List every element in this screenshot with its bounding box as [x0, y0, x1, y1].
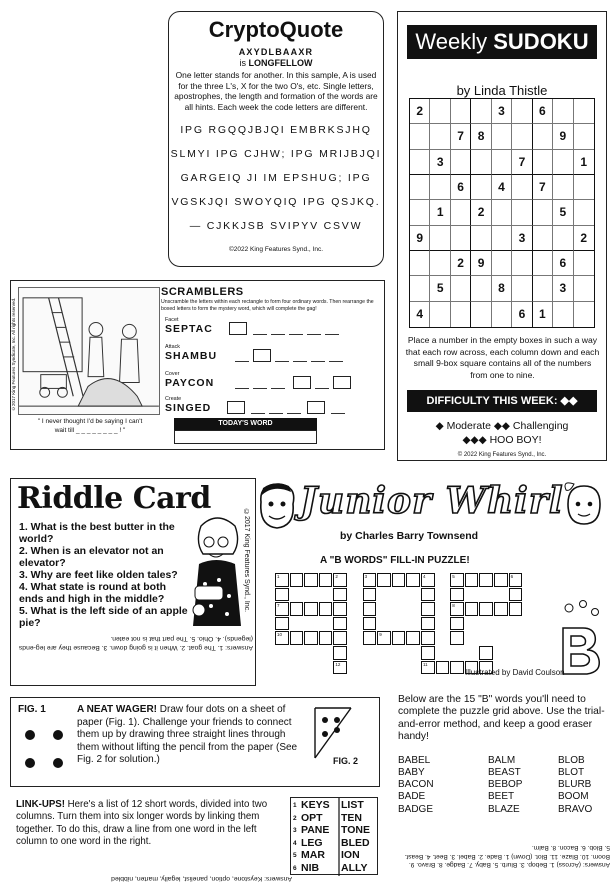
sudoku-cell[interactable] [430, 124, 450, 149]
sudoku-cell: 2 [471, 200, 491, 225]
sudoku-cell[interactable] [512, 276, 532, 301]
sudoku-cell[interactable] [451, 99, 471, 124]
sudoku-cell: 3 [512, 226, 532, 251]
b-word: BLURB [558, 779, 592, 791]
sudoku-cell: 1 [574, 150, 594, 175]
link-ups-number: 5 [293, 852, 297, 860]
crossword-cell[interactable] [304, 631, 318, 645]
wager-fig1-label: FIG. 1 [18, 704, 46, 715]
junior-whirl-byline: by Charles Barry Townsend [340, 530, 479, 542]
crossword-cell[interactable] [450, 602, 464, 616]
crossword-clue-number: 9 [379, 632, 382, 638]
sudoku-cell[interactable] [574, 175, 594, 200]
sudoku-grid [409, 98, 595, 328]
sudoku-cell: 6 [451, 175, 471, 200]
sudoku-cell[interactable] [451, 302, 471, 327]
junior-whirl-illustrator: Illustrated by David Coulson [465, 668, 565, 677]
sudoku-title: Weekly SUDOKU [407, 25, 597, 59]
answer-box[interactable] [333, 376, 351, 389]
link-ups-left-word[interactable]: KEYS [301, 799, 330, 811]
sudoku-cell: 2 [451, 251, 471, 276]
sudoku-cell[interactable] [553, 150, 573, 175]
sudoku-cell: 2 [410, 99, 430, 124]
sudoku-cell[interactable] [574, 99, 594, 124]
crossword-cell[interactable] [450, 617, 464, 631]
crossword-clue-number: 1 [277, 574, 280, 579]
link-ups-number: 1 [293, 802, 297, 809]
sudoku-cell[interactable] [512, 99, 532, 124]
sudoku-cell[interactable] [430, 251, 450, 276]
crossword-cell[interactable] [450, 661, 464, 675]
sudoku-copyright: © 2022 King Features Synd., Inc. [457, 452, 547, 458]
cryptoquote-line: GARGEIQ JI IM EPSHUG; IPG [180, 172, 372, 184]
sudoku-cell[interactable] [410, 251, 430, 276]
crossword-cell[interactable] [421, 646, 435, 660]
sudoku-cell: 1 [533, 302, 553, 327]
b-words-list-panel [398, 694, 608, 816]
sudoku-level-line: ◆ Moderate ◆◆ Challenging [435, 420, 569, 432]
link-ups-right-word[interactable]: BLED [341, 836, 370, 849]
crossword-clue-number: 3 [364, 574, 368, 579]
sudoku-cell[interactable] [553, 175, 573, 200]
crossword-cell[interactable] [421, 631, 435, 645]
crossword-cell[interactable] [406, 631, 420, 645]
crossword-cell[interactable] [275, 602, 289, 616]
b-word: BADGE [398, 803, 434, 815]
link-ups-answers: Answers: Keystone, option, panelist, legally, marten, nibbled [111, 875, 292, 882]
crossword-cell[interactable] [421, 661, 435, 675]
link-ups-left-word[interactable]: NIB [301, 862, 320, 874]
sudoku-cell: 4 [410, 302, 430, 327]
crossword-cell[interactable] [290, 602, 304, 616]
sudoku-cell: 9 [471, 251, 491, 276]
crossword-cell[interactable] [275, 588, 289, 602]
sudoku-cell: 8 [492, 276, 512, 301]
link-ups-right-word[interactable]: TEN [341, 811, 362, 824]
riddle-question: 1. What is the best butter in the world? [19, 521, 175, 545]
sudoku-cell[interactable] [471, 150, 491, 175]
sudoku-cell[interactable] [492, 200, 512, 225]
crossword-cell[interactable] [436, 661, 450, 675]
riddle-questions [19, 521, 189, 629]
crossword-cell[interactable] [333, 602, 347, 616]
sudoku-cell[interactable] [533, 124, 553, 149]
wager-dot [25, 758, 35, 768]
cryptoquote-example-plain: is LONGFELLOW [239, 58, 313, 68]
crossword-cell[interactable] [290, 631, 304, 645]
sudoku-cell[interactable] [533, 226, 553, 251]
crossword-cell[interactable] [290, 573, 304, 587]
crossword-cell[interactable] [333, 588, 347, 602]
crossword-cell[interactable] [333, 646, 347, 660]
sudoku-cell[interactable] [471, 276, 491, 301]
sudoku-cell[interactable] [533, 200, 553, 225]
crossword-cell[interactable] [377, 631, 391, 645]
cryptoquote-line: IPG RGQQJBJQI EMBRKSJHQ [180, 124, 372, 136]
sudoku-level-line: ◆◆◆ HOO BOY! [462, 434, 542, 446]
riddle-card-title: Riddle Card [17, 481, 211, 516]
scramblers-caption: " I never thought I'd be saying I can't wait till _ _ _ _ _ _ _ _ ! " [37, 418, 143, 434]
sudoku-levels [398, 419, 606, 447]
crossword-cell[interactable] [450, 631, 464, 645]
crossword-clue-number: 5 [452, 574, 455, 579]
crossword-cell[interactable] [494, 573, 508, 587]
sudoku-cell: 1 [430, 200, 450, 225]
sudoku-cell: 4 [492, 175, 512, 200]
link-ups-left-word[interactable]: OPT [301, 811, 323, 824]
crossword-cell[interactable] [319, 602, 333, 616]
todays-word-box[interactable] [174, 430, 317, 444]
crossword-cell[interactable] [304, 602, 318, 616]
sudoku-cell[interactable] [574, 124, 594, 149]
link-ups-word-columns [290, 797, 378, 875]
wager-dot [53, 730, 63, 740]
sudoku-cell[interactable] [574, 302, 594, 327]
crossword-cell[interactable] [421, 588, 435, 602]
sudoku-cell[interactable] [410, 124, 430, 149]
answer-box[interactable] [227, 401, 245, 414]
crossword-cell[interactable] [275, 631, 289, 645]
sudoku-cell[interactable] [512, 251, 532, 276]
sudoku-cell[interactable] [471, 226, 491, 251]
cryptoquote-line: SLMYI IPG CJHW; IPG MRIJBJQI [170, 148, 382, 160]
b-word: BADE [398, 791, 426, 803]
cryptoquote-panel [168, 11, 384, 267]
sudoku-cell[interactable] [410, 175, 430, 200]
crossword-cell[interactable] [479, 602, 493, 616]
crossword-clue-number: 6 [510, 574, 514, 579]
sudoku-cell[interactable] [574, 200, 594, 225]
sudoku-cell[interactable] [574, 251, 594, 276]
sudoku-cell[interactable] [471, 99, 491, 124]
sudoku-cell[interactable] [492, 226, 512, 251]
crossword-cell[interactable] [450, 588, 464, 602]
link-ups-left-word[interactable]: MAR [301, 849, 325, 862]
crossword-cell[interactable] [333, 631, 347, 645]
answer-box[interactable] [229, 322, 247, 335]
crossword-cell[interactable] [363, 631, 377, 645]
junior-whirl-title: Junior Whirl [300, 480, 564, 522]
cryptoquote-explanation: One letter stands for another. In this sample, A is used for the three L's, X for the two O's, etc. Single letters, apostrophes, the length and formation of the words are all hints. Each week the code letters are different. [174, 70, 378, 112]
sudoku-cell: 9 [553, 124, 573, 149]
riddle-card-panel [10, 478, 256, 686]
link-ups-right-word[interactable]: ALLY [341, 862, 368, 874]
crossword-cell[interactable] [275, 573, 289, 587]
sudoku-cell[interactable] [430, 99, 450, 124]
b-word: BACON [398, 779, 434, 791]
crossword-cell[interactable] [363, 602, 377, 616]
crossword-cell[interactable] [363, 588, 377, 602]
sudoku-cell: 3 [553, 276, 573, 301]
crossword-cell[interactable] [450, 573, 464, 587]
crossword-clue-number: 12 [335, 661, 341, 667]
crossword-cell[interactable] [465, 602, 479, 616]
sudoku-cell[interactable] [430, 226, 450, 251]
cryptoquote-author: — CJKKJSB SVIPYV CSVW [189, 220, 363, 232]
sudoku-cell[interactable] [553, 226, 573, 251]
b-word: BALM [488, 755, 516, 767]
crossword-cell[interactable] [509, 602, 523, 616]
sudoku-instructions: Place a number in the empty boxes in such a way that each row across, each column down and each small 9-box square contains all of the numbers from one to nine. [405, 335, 600, 380]
sudoku-cell: 9 [410, 226, 430, 251]
sudoku-cell[interactable] [471, 175, 491, 200]
b-word: BABY [398, 767, 425, 779]
link-ups-number: 3 [293, 827, 297, 835]
crossword-clue-number: 7 [277, 603, 280, 609]
riddle-question: 2. When is an elevator not an elevator? [19, 545, 164, 569]
sudoku-cell[interactable] [471, 302, 491, 327]
cryptoquote-line: VGSKJQI SWOYQIQ IPG QSJKQ. [171, 196, 381, 208]
crossword-cell[interactable] [479, 573, 493, 587]
cryptoquote-copyright: ©2022 King Features Synd., Inc. [228, 246, 324, 253]
riddle-side-credit: ©2017 King Features Synd., Inc. [243, 509, 250, 613]
sudoku-cell: 7 [533, 175, 553, 200]
crossword-cell[interactable] [406, 573, 420, 587]
sudoku-cell[interactable] [430, 175, 450, 200]
sudoku-cell[interactable] [533, 276, 553, 301]
crossword-cell[interactable] [421, 573, 435, 587]
sudoku-cell[interactable] [574, 276, 594, 301]
sudoku-cell[interactable] [492, 124, 512, 149]
sudoku-cell[interactable] [451, 276, 471, 301]
sudoku-cell[interactable] [533, 150, 553, 175]
sudoku-cell[interactable] [533, 251, 553, 276]
riddle-question: 4. What state is round at both ends and high in the middle? [19, 581, 167, 605]
link-ups-right-word[interactable]: ION [341, 849, 360, 862]
link-ups-number: 2 [293, 814, 297, 822]
sudoku-cell: 7 [512, 150, 532, 175]
crossword-cell[interactable] [333, 617, 347, 631]
wager-dot [53, 758, 63, 768]
crossword-cell[interactable] [494, 602, 508, 616]
answer-box[interactable] [307, 401, 325, 414]
crossword-cell[interactable] [392, 631, 406, 645]
b-word: BEAST [488, 767, 521, 779]
crossword-cell[interactable] [509, 573, 523, 587]
sudoku-cell[interactable] [410, 150, 430, 175]
crossword-cell[interactable] [319, 631, 333, 645]
sudoku-cell: 6 [533, 99, 553, 124]
sudoku-cell: 2 [574, 226, 594, 251]
crossword-clue-number: 8 [452, 603, 455, 609]
sudoku-cell: 6 [553, 251, 573, 276]
link-ups-right-word[interactable]: LIST [341, 799, 364, 811]
crossword-cell[interactable] [363, 573, 377, 587]
crossword-cell[interactable] [377, 573, 391, 587]
link-ups-number: 6 [293, 865, 297, 872]
sudoku-cell[interactable] [492, 150, 512, 175]
junior-whirl-boy-face [255, 482, 299, 532]
sudoku-byline: by Linda Thistle [456, 83, 548, 98]
riddle-lady-illustration [189, 514, 244, 629]
sudoku-cell: 3 [492, 99, 512, 124]
crossword-cell[interactable] [421, 617, 435, 631]
crossword-cell[interactable] [333, 573, 347, 587]
sudoku-cell: 6 [512, 302, 532, 327]
sudoku-cell[interactable] [410, 200, 430, 225]
b-words-answers: Answers: (Across) 1. Bebop. 3. Blurb. 5. Baby. 7. Badge. 8. Bravo. 9. Boom. 10. Blaze. 11. Blot. (Down) 1. Bade. 2. Babel. 3. Beet. 4. Beast. 5. Blob. 6. Bacon. 8. Balm. [404, 844, 610, 868]
link-ups-text: LINK-UPS! Here's a list of 12 short words, divided into two columns. Turn them into six longer words by linking them together. To do this, draw a line from one word in the left column to one word in the right. [16, 799, 268, 848]
cryptoquote-example-code: AXYDLBAAXR [238, 47, 314, 57]
b-words-intro: Below are the 15 "B" words you'll need to complete the puzzle grid above. Use the trial-and-error method, and keep a good eraser handy! [398, 694, 605, 742]
junior-whirl-puzzle-title: A "B WORDS" FILL-IN PUZZLE! [320, 555, 470, 566]
b-word: BEET [488, 791, 515, 803]
b-word: BLOB [558, 755, 585, 767]
sudoku-cell[interactable] [451, 226, 471, 251]
sudoku-cell: 7 [451, 124, 471, 149]
b-word: BLOT [558, 767, 585, 779]
sudoku-difficulty: DIFFICULTY THIS WEEK: ◆◆ [407, 390, 597, 412]
sudoku-cell: 5 [430, 276, 450, 301]
sudoku-cell[interactable] [451, 150, 471, 175]
crossword-cell[interactable] [333, 661, 347, 675]
riddle-question: 5. What is the left side of an apple pie? [19, 605, 188, 629]
answer-box[interactable] [293, 376, 311, 389]
sudoku-cell[interactable] [451, 200, 471, 225]
wager-fig2-solution-drawing [311, 704, 355, 762]
crossword-clue-number: 4 [423, 574, 426, 579]
crossword-cell[interactable] [304, 573, 318, 587]
crossword-clue-number: 2 [335, 574, 338, 579]
b-word: BOOM [558, 791, 589, 803]
junior-whirl-girl-face [560, 480, 608, 528]
crossword-cell[interactable] [275, 617, 289, 631]
sudoku-cell[interactable] [492, 251, 512, 276]
sudoku-panel [397, 11, 607, 461]
scramblers-panel: ©2017 King Features Syndicate, Inc. All rights reserved. " I never thought I'd be saying I can't wait till _ _ _ _ _ _ _ _ ! " SCRAMBLERS Unscramble the letters within each rectangle to form four ordinary words. Then rearrange the boxed letters to form the mystery word, which will complete the gag! Facet SEPTAC Attack SHAMBU Cover PAYCON Create SINGED TODAY'S WORD [10, 280, 385, 450]
todays-word-label: TODAY'S WORD [174, 418, 317, 430]
cryptoquote-title: CryptoQuote [208, 17, 344, 42]
sudoku-cell[interactable] [492, 302, 512, 327]
sudoku-cell[interactable] [512, 175, 532, 200]
crossword-clue-number: 11 [423, 661, 428, 667]
junior-whirl-panel [255, 478, 613, 688]
sudoku-cell[interactable] [512, 200, 532, 225]
link-ups-right-word[interactable]: TONE [341, 824, 370, 837]
crossword-clue-number: 10 [277, 632, 283, 638]
sudoku-cell[interactable] [553, 302, 573, 327]
crossword-cell[interactable] [392, 573, 406, 587]
answer-box[interactable] [253, 349, 271, 362]
link-ups-left-word[interactable]: PANE [301, 824, 330, 837]
wager-text: A NEAT WAGER! Draw four dots on a sheet of paper (Fig. 1). Challenge your friends to connect them up by drawing three straight lines through them without lifting the pencil from the paper (See Fig. 2 for solution.) [77, 704, 298, 766]
sudoku-cell: 3 [430, 150, 450, 175]
sudoku-cell: 8 [471, 124, 491, 149]
scramblers-cartoon [18, 287, 160, 415]
sudoku-cell[interactable] [553, 99, 573, 124]
crossword-cell[interactable] [421, 602, 435, 616]
sudoku-cell[interactable] [410, 276, 430, 301]
crossword-cell[interactable] [479, 646, 493, 660]
b-word: BEBOP [488, 779, 523, 791]
riddle-answers: Answers: 1. The goat. 2. When it is going down. 3. Because they are leg-ends (legends). 4. Ohio. 5. The part that is not eaten. [18, 635, 253, 651]
crossword-cell[interactable] [509, 588, 523, 602]
wager-fig2-label: FIG. 2 [333, 756, 359, 766]
wager-dot [25, 730, 35, 740]
crossword-cell[interactable] [319, 573, 333, 587]
scramblers-title: SCRAMBLERS [161, 286, 244, 298]
b-word: BRAVO [558, 803, 593, 815]
sudoku-cell[interactable] [512, 124, 532, 149]
sudoku-cell[interactable] [430, 302, 450, 327]
riddle-question: 3. Why are feet like olden tales? [19, 569, 178, 581]
neat-wager-panel [10, 697, 380, 787]
link-ups-number: 4 [293, 839, 297, 847]
crossword-cell[interactable] [465, 573, 479, 587]
crossword-cell[interactable] [363, 617, 377, 631]
b-word: BABEL [398, 755, 431, 767]
link-ups-left-word[interactable]: LEG [301, 836, 323, 849]
letter-b-with-bees-illustration [555, 598, 605, 678]
b-word: BLAZE [488, 803, 520, 815]
scramblers-side-credit: ©2017 King Features Syndicate, Inc. All rights reserved. [11, 297, 16, 411]
b-words-grid [398, 755, 608, 815]
sudoku-cell: 5 [553, 200, 573, 225]
scramblers-instructions: Unscramble the letters within each rectangle to form four ordinary words. Then rearrange the boxed letters to form the mystery word, which will complete the gag! [161, 299, 374, 312]
